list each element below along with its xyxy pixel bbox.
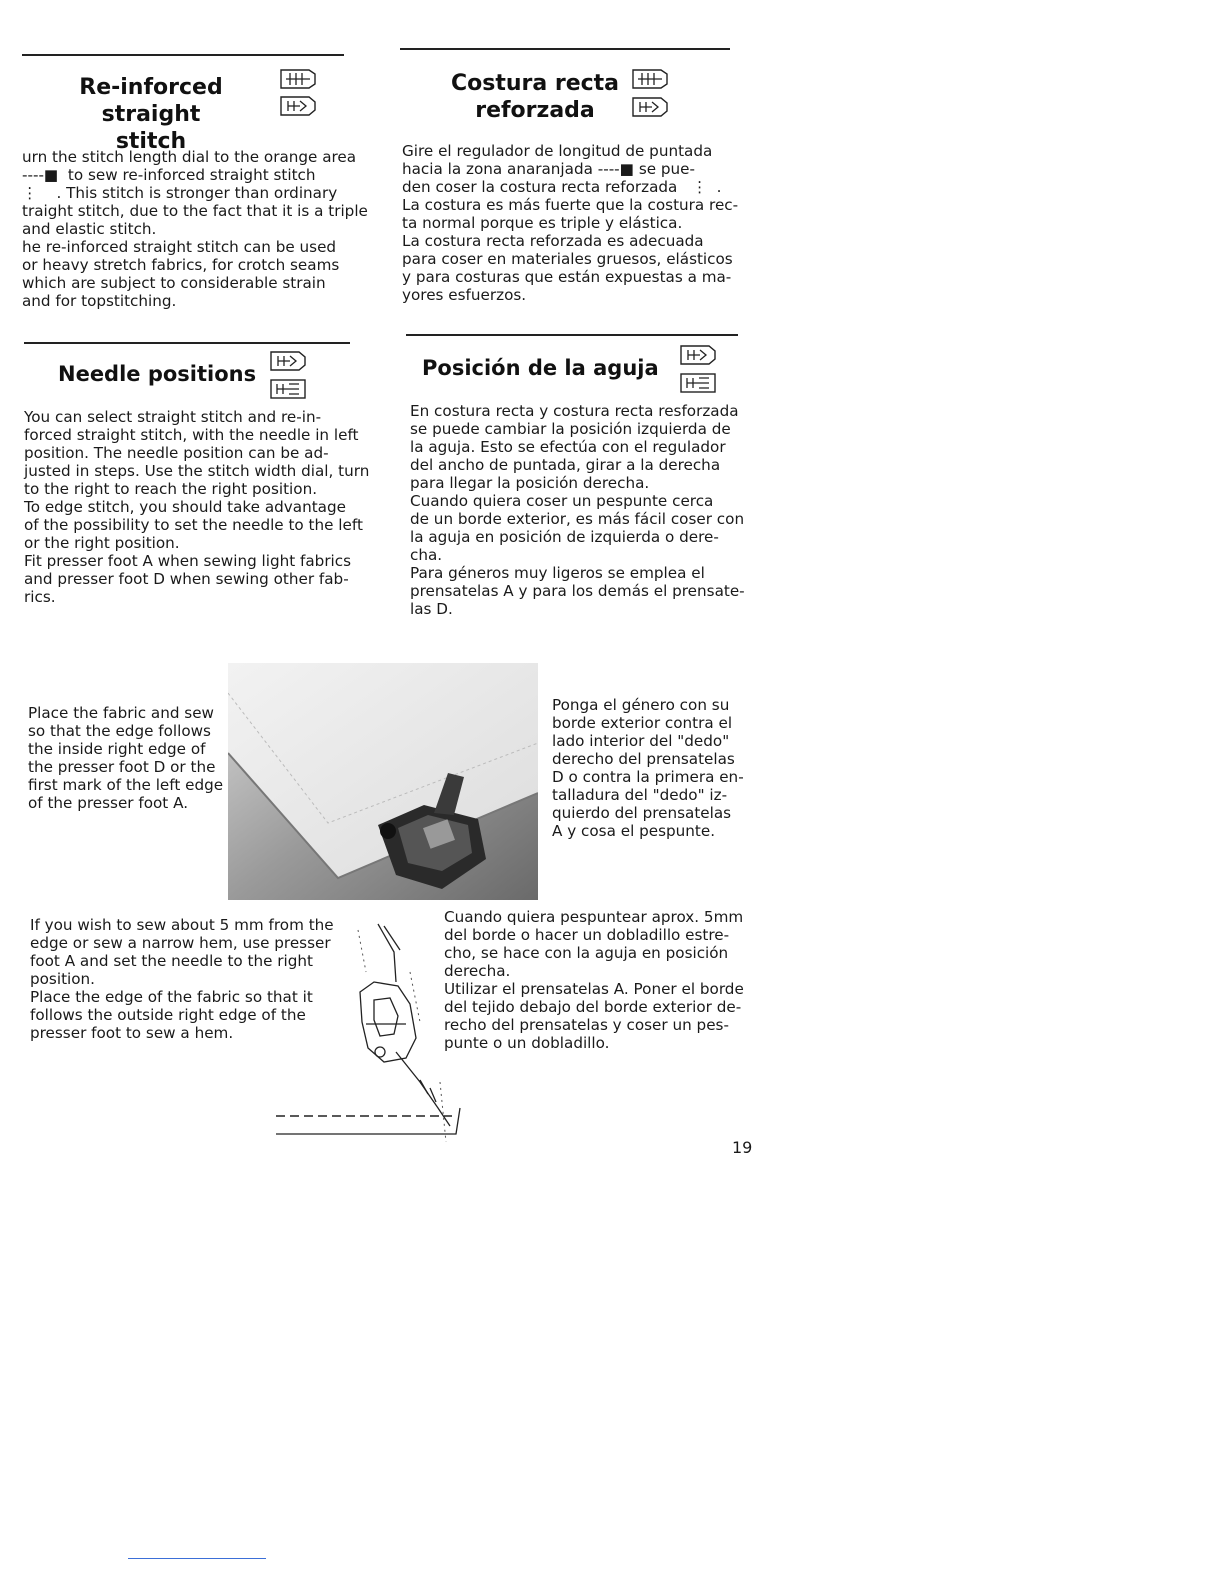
text-line: punte o un dobladillo. [444,1034,610,1052]
text-line: yores esfuerzos. [402,286,527,304]
heading-costura-line2: reforzada [475,98,595,123]
heading-reinforced-straight-stitch [36,74,266,155]
heading-costura-line1: Costura recta [450,71,620,96]
text-line: justed in steps. Use the stitch width dial, turn [24,462,370,480]
heading-needle-positions: Needle positions [58,362,257,386]
text-line: position. [30,970,95,988]
rule-top-right [400,48,730,50]
text-line: position. The needle position can be ad- [24,444,329,462]
reforzada-body-es [402,142,742,304]
text-line: foot A and set the needle to the right [30,952,313,970]
text-line: del ancho de puntada, girar a la derecha [410,456,721,474]
text-line: del borde o hacer un dobladillo estre- [444,926,730,944]
text-line: edge or sew a narrow hem, use presser [30,934,331,952]
rule-mid-left [24,342,350,344]
text-line: derecho del prensatelas [552,750,735,768]
text-line: follows the outside right edge of the [30,1006,306,1024]
text-line: recho del prensatelas y coser un pes- [444,1016,729,1034]
text-line: which are subject to considerable strain [22,274,326,292]
pespuntear-text-es [444,908,754,1052]
text-line: If you wish to sew about 5 mm from the [30,916,334,934]
text-line: para llegar la posición derecha. [410,474,650,492]
text-line: first mark of the left edge [28,776,224,794]
text-line: and presser foot D when sewing other fab- [24,570,349,588]
place-fabric-text-en [28,704,224,812]
text-line: quierdo del prensatelas [552,804,732,822]
text-line: cho, se hace con la aguja en posición [444,944,729,962]
text-line: rics. [24,588,56,606]
presser-foot-d-photo [228,663,538,900]
text-line: cha. [410,546,443,564]
text-line: ⋮ . This stitch is stronger than ordinary [22,184,338,202]
text-line: Para géneros muy ligeros se emplea el [410,564,705,582]
heading-reinforced-line1: Re-inforced straight [79,75,223,127]
text-line: La costura es más fuerte que la costura rec- [402,196,739,214]
text-line: para coser en materiales gruesos, elásticos [402,250,733,268]
text-line: the inside right edge of [28,740,206,758]
text-line: and elastic stitch. [22,220,157,238]
rule-top-left [22,54,344,56]
text-line: to the right to reach the right position. [24,480,318,498]
heading-costura-recta-reforzada [440,70,630,124]
presser-foot-icon-es [630,96,670,118]
text-line: y para costuras que están expuestas a ma- [402,268,732,286]
text-line: or heavy stretch fabrics, for crotch seams [22,256,340,274]
text-line: de un borde exterior, es más fácil coser con [410,510,745,528]
text-line: the presser foot D or the [28,758,216,776]
text-line: La costura recta reforzada es adecuada [402,232,704,250]
text-line: traight stitch, due to the fact that it is a triple [22,202,368,220]
heading-reinforced-line2: stitch [115,129,187,154]
text-line: so that the edge follows [28,722,211,740]
text-line: En costura recta y costura recta resforzada [410,402,739,420]
text-line: del tejido debajo del borde exterior de- [444,998,742,1016]
reinforced-stitch-icon [278,68,318,90]
text-line: hacia la zona anaranjada ----■ se pue- [402,160,696,178]
reinforced-body-en [22,148,368,310]
text-line: la aguja en posición de izquierda o dere- [410,528,719,546]
needle-position-icon [268,378,308,400]
aguja-body-es [410,402,750,618]
text-line: Utilizar el prensatelas A. Poner el borde [444,980,744,998]
text-line: To edge stitch, you should take advantage [24,498,346,516]
text-line: of the presser foot A. [28,794,189,812]
text-line: he re-inforced straight stitch can be used [22,238,337,256]
text-line: ----■ to sew re-inforced straight stitch [22,166,316,184]
text-line: derecha. [444,962,511,980]
text-line: Cuando quiera pespuntear aprox. 5mm [444,908,744,926]
text-line: urn the stitch length dial to the orange area [22,148,357,166]
heading-posicion-aguja: Posición de la aguja [422,356,659,380]
text-line: presser foot to sew a hem. [30,1024,234,1042]
reinforced-stitch-icon-needle [268,350,308,372]
rule-mid-right [406,334,738,336]
text-line: se puede cambiar la posición izquierda de [410,420,731,438]
text-line: Cuando quiera coser un pespunte cerca [410,492,714,510]
text-line: la aguja. Esto se efectúa con el regulador [410,438,726,456]
text-line: of the possibility to set the needle to the left [24,516,363,534]
text-line: talladura del "dedo" iz- [552,786,728,804]
rule-bottom-blue [128,1558,266,1559]
text-line: Gire el regulador de longitud de puntada [402,142,713,160]
reinforced-stitch-icon-es [630,68,670,90]
ponga-text-es [552,696,748,840]
text-line: A y cosa el pespunte. [552,822,716,840]
text-line: prensatelas A y para los demás el prensate- [410,582,745,600]
text-line: Place the edge of the fabric so that it [30,988,313,1006]
text-line: las D. [410,600,453,618]
text-line: Fit presser foot A when sewing light fabrics [24,552,352,570]
text-line: D o contra la primera en- [552,768,744,786]
needle-body-en [24,408,370,606]
text-line: ta normal porque es triple y elástica. [402,214,683,232]
text-line: and for topstitching. [22,292,177,310]
text-line: or the right position. [24,534,180,552]
text-line: lado interior del "dedo" [552,732,730,750]
text-line: Ponga el género con su [552,696,730,714]
text-line: borde exterior contra el [552,714,733,732]
reinforced-stitch-icon-aguja [678,344,718,366]
text-line: Place the fabric and sew [28,704,214,722]
text-line: You can select straight stitch and re-in- [24,408,322,426]
needle-position-icon-es [678,372,718,394]
text-line: den coser la costura recta reforzada ⋮ . [402,178,722,196]
page-number: 19 [732,1138,753,1157]
text-line: forced straight stitch, with the needle in left [24,426,359,444]
presser-foot-icon [278,95,318,117]
